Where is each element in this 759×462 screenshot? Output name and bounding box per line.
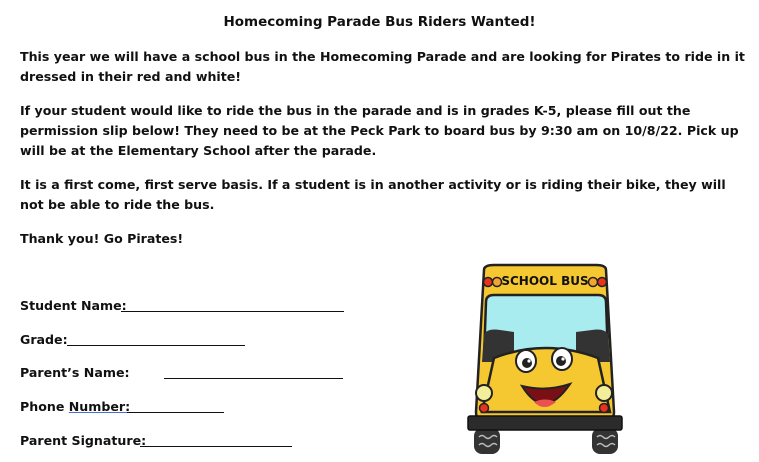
phone-label-prefix: Phone — [20, 399, 65, 414]
instructions-paragraph: If your student would like to ride the bus in the parade and is in grades K-5, please fill out the permission slip below! They need to be at the Peck Park to board bus by 9:30 am on 10/8/22. Pick up will be at the Elementary School after the parade. — [20, 103, 739, 158]
parent-name-label: Parent’s Name: — [20, 365, 130, 380]
phone-number-field[interactable] — [127, 412, 224, 413]
phone-label-word: Number: — [68, 399, 131, 414]
policy-paragraph: It is a first come, first serve basis. If a student is in another activity or is riding their bike, they will not be able to ride the bus. — [20, 177, 726, 212]
parent-signature-field[interactable] — [140, 446, 292, 447]
right-headlight-icon — [596, 385, 612, 401]
grade-label: Grade: — [20, 332, 68, 347]
grade-field[interactable] — [67, 345, 245, 346]
parent-name-field[interactable] — [164, 378, 343, 379]
bus-sign-text: SCHOOL BUS — [501, 274, 589, 288]
phone-number-label — [20, 397, 130, 417]
page-title: Homecoming Parade Bus Riders Wanted! — [223, 14, 536, 30]
intro-paragraph: This year we will have a school bus in the Homecoming Parade and are looking for Pirates to ride in it dressed in their red and white! — [20, 49, 745, 84]
right-tire-icon — [592, 428, 618, 454]
student-name-field[interactable] — [121, 311, 344, 312]
left-headlight-icon — [476, 385, 492, 401]
student-name-label: Student Name: — [20, 298, 127, 313]
thanks-paragraph: Thank you! Go Pirates! — [20, 231, 184, 246]
parent-signature-label: Parent Signature: — [20, 433, 147, 448]
bus-bumper — [468, 416, 622, 430]
left-tire-icon — [474, 428, 500, 454]
school-bus-icon — [464, 262, 626, 458]
